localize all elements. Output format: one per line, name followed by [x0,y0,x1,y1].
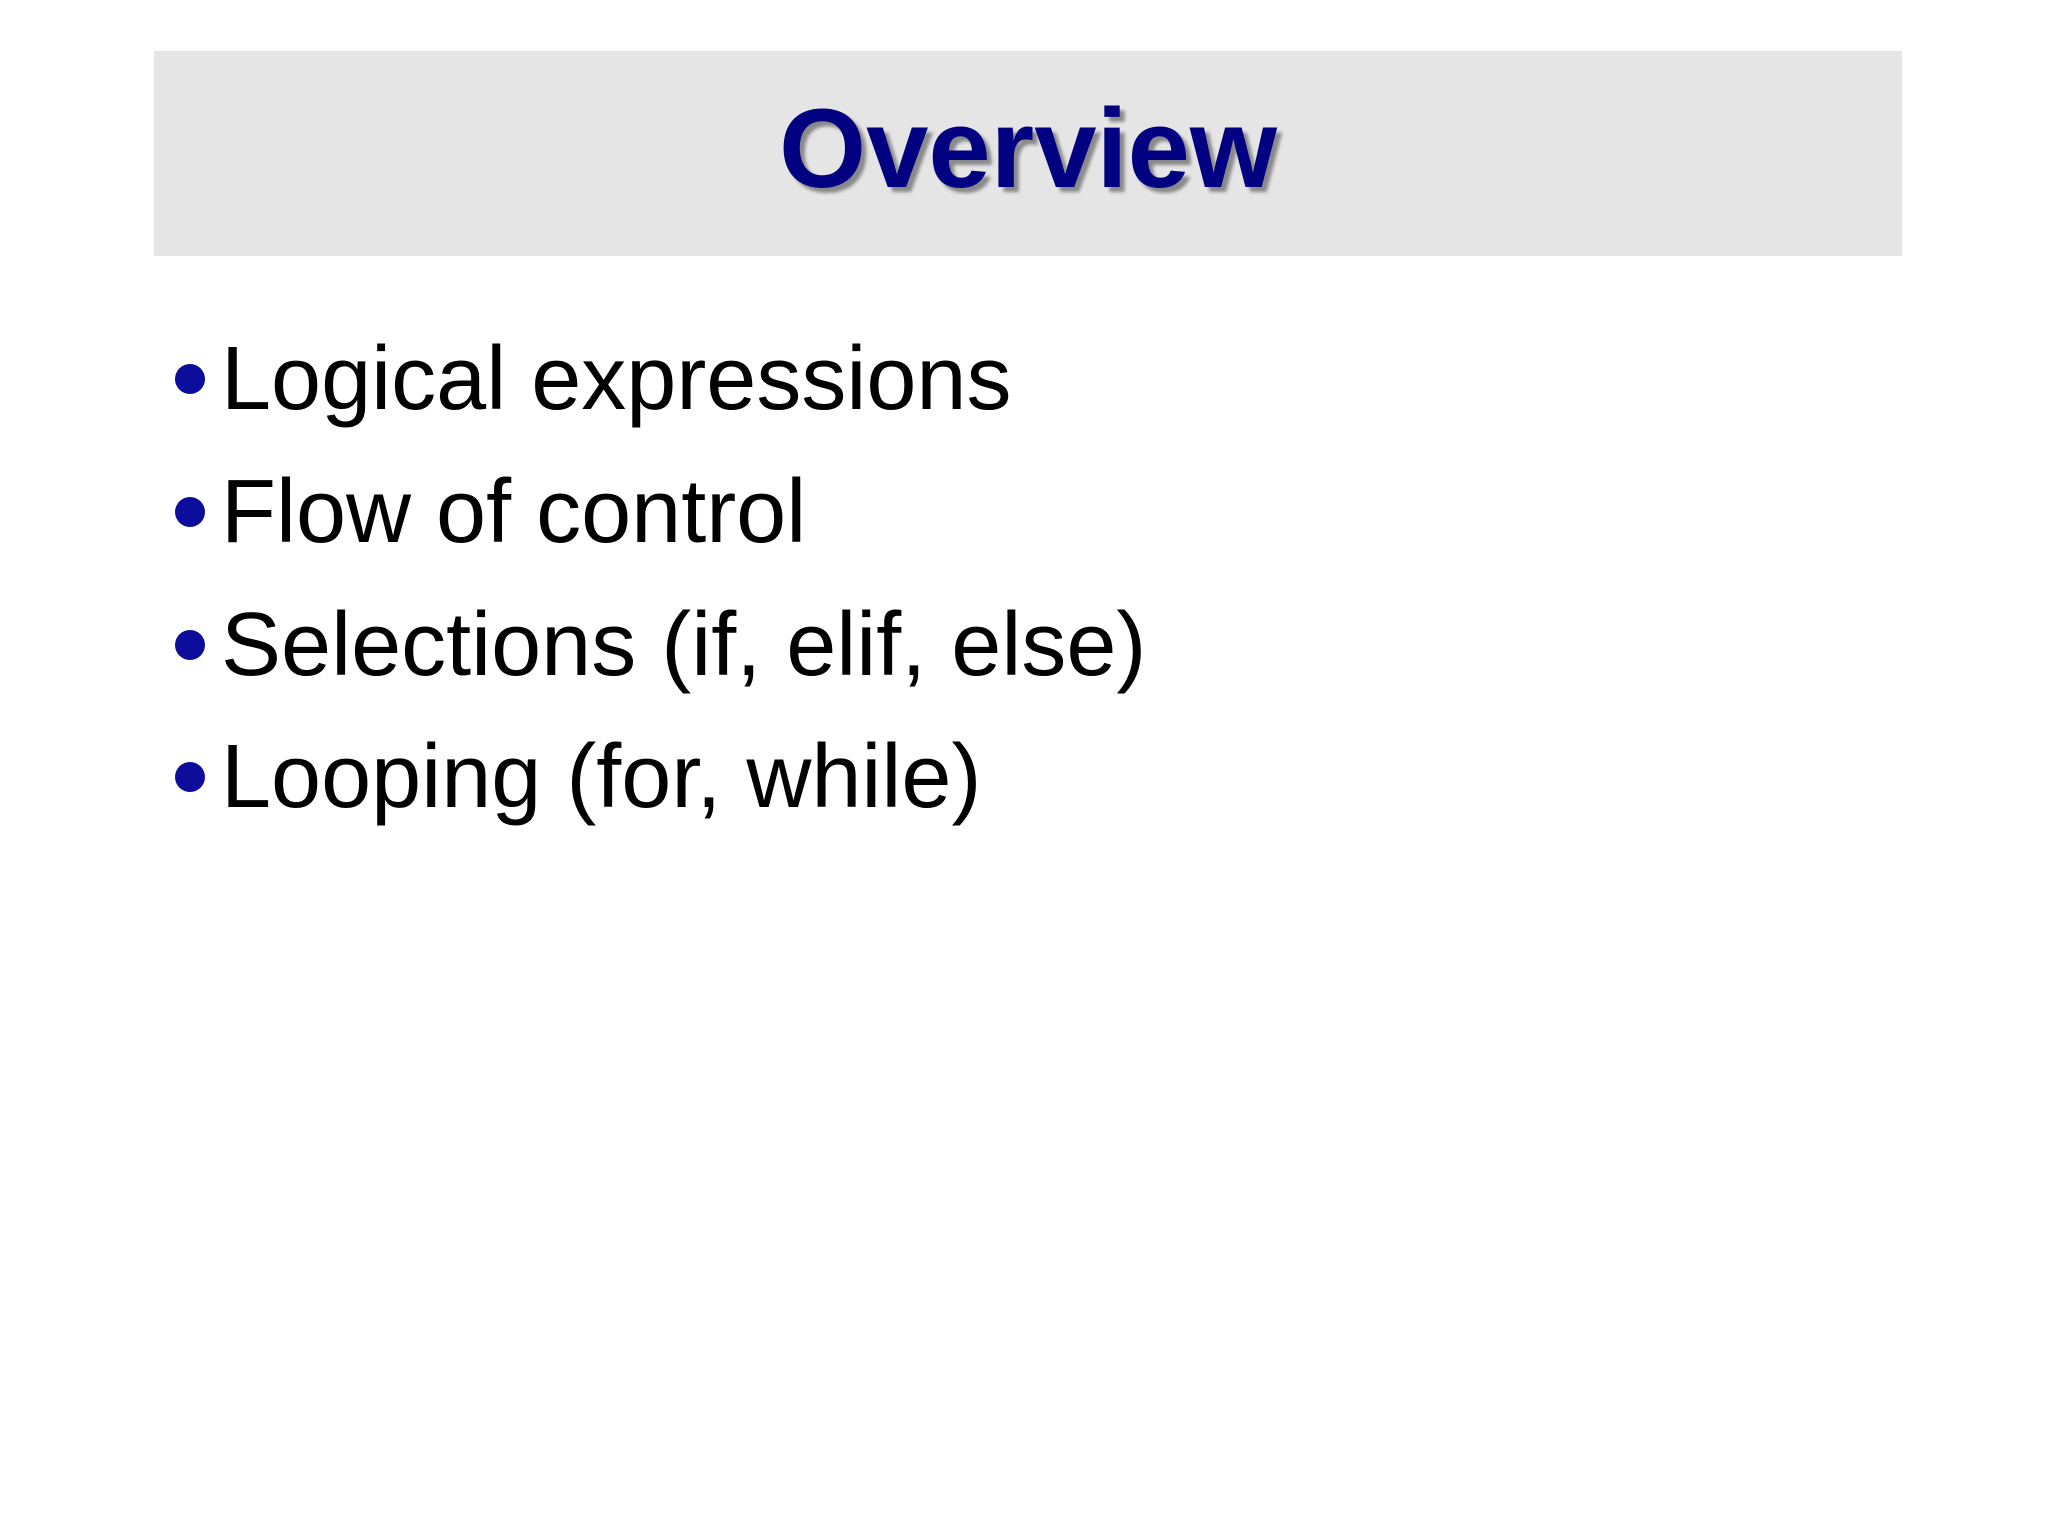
list-item [175,590,1146,700]
bullet-text: Flow of control [221,462,807,562]
bullet-dot-icon [175,630,205,660]
bullet-text: Selections (if, elif, else) [221,595,1147,695]
bullet-dot-icon [175,497,205,527]
slide-title: Overview [778,85,1278,211]
list-item [175,722,981,832]
bullet-dot-icon [175,762,205,792]
bullet-dot-icon [175,364,205,394]
bullet-text: Looping (for, while) [221,727,982,827]
bullet-text: Logical expressions [221,329,1012,429]
list-item [175,457,806,567]
list-item [175,324,1011,434]
